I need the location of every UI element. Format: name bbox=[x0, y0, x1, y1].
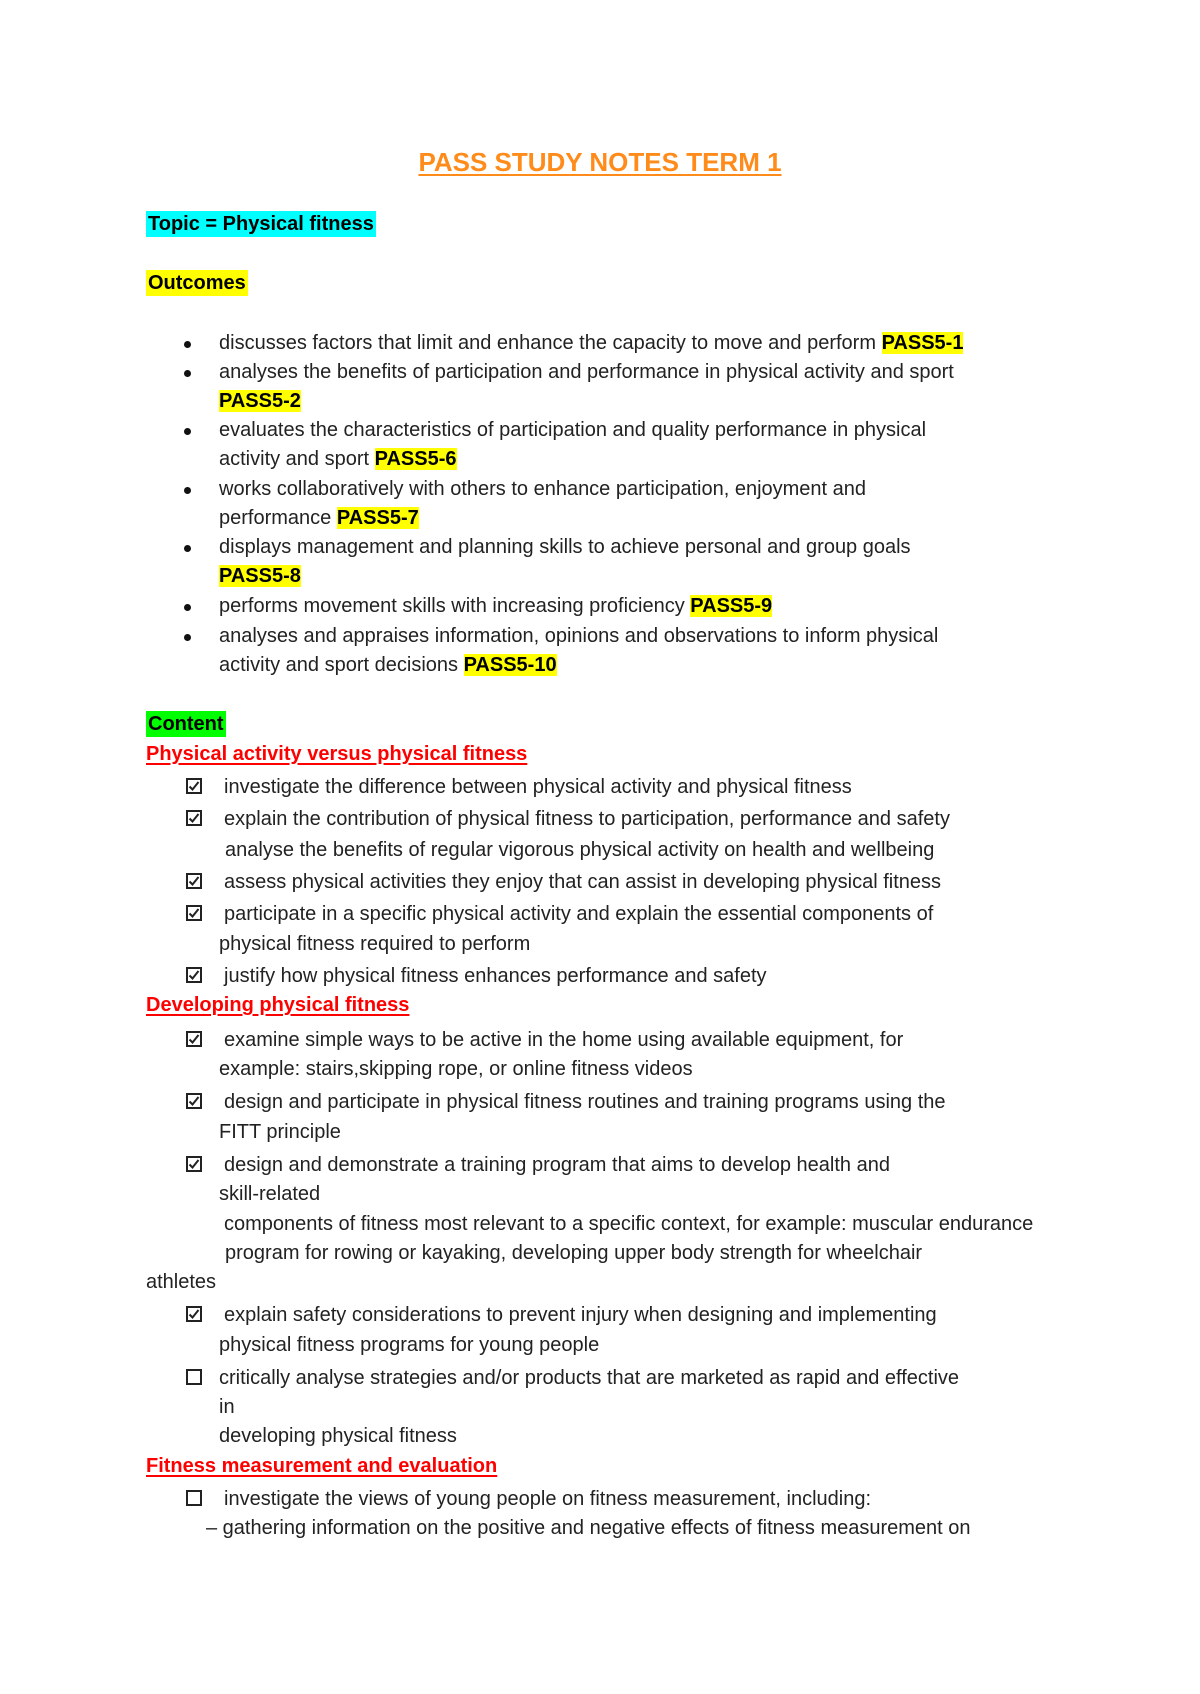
outcome-item-cont bbox=[219, 448, 457, 471]
content-item: components of fitness most relevant to a specific context, for example: muscular endurance bbox=[224, 1213, 1034, 1235]
content-item: program for rowing or kayaking, developing upper body strength for wheelchair bbox=[225, 1242, 923, 1264]
outcome-text: performance bbox=[219, 507, 337, 529]
outcome-text: activity and sport decisions bbox=[219, 654, 464, 676]
outcome-item bbox=[219, 419, 926, 442]
outcome-code: PASS5-8 bbox=[219, 565, 301, 587]
content-item: example: stairs,skipping rope, or online fitness videos bbox=[219, 1058, 693, 1080]
bullet-icon bbox=[184, 487, 191, 494]
content-item: athletes bbox=[146, 1271, 217, 1293]
content-item: critically analyse strategies and/or products that are marketed as rapid and effective bbox=[219, 1367, 960, 1389]
outcome-item bbox=[219, 478, 866, 501]
bullet-icon bbox=[184, 370, 191, 377]
bullet-icon bbox=[184, 604, 191, 611]
outcome-text: performs movement skills with increasing proficiency bbox=[219, 595, 691, 617]
outcome-code: PASS5-1 bbox=[881, 332, 964, 354]
outcome-item bbox=[219, 332, 963, 355]
outcome-text: activity and sport bbox=[219, 448, 375, 470]
bullet-icon bbox=[184, 341, 191, 348]
outcome-item bbox=[219, 536, 911, 559]
outcome-text: evaluates the characteristics of participation and quality performance in physical bbox=[219, 419, 927, 441]
checked-checkbox-icon[interactable] bbox=[186, 1156, 202, 1172]
content-item: design and demonstrate a training program that aims to develop health and bbox=[224, 1154, 890, 1176]
unchecked-checkbox-icon[interactable] bbox=[186, 1369, 202, 1385]
content-item: participate in a specific physical activity and explain the essential components of bbox=[224, 903, 934, 925]
content-item: – gathering information on the positive and negative effects of fitness measurement on bbox=[206, 1517, 971, 1539]
content-item: explain safety considerations to prevent injury when designing and implementing bbox=[224, 1304, 937, 1326]
checked-checkbox-icon[interactable] bbox=[186, 967, 202, 983]
outcome-code: PASS5-6 bbox=[374, 448, 457, 470]
bullet-icon bbox=[184, 428, 191, 435]
outcomes-label: Outcomes bbox=[148, 272, 246, 294]
content-item: explain the contribution of physical fitness to participation, performance and safety bbox=[224, 808, 950, 830]
outcome-text: analyses the benefits of participation and performance in physical activity and sport bbox=[219, 361, 954, 383]
outcome-text: analyses and appraises information, opinions and observations to inform physical bbox=[219, 625, 939, 647]
section-heading: Fitness measurement and evaluation bbox=[146, 1455, 498, 1477]
bullet-icon bbox=[184, 545, 191, 552]
outcome-code: PASS5-9 bbox=[690, 595, 773, 617]
content-item: analyse the benefits of regular vigorous physical activity on health and wellbeing bbox=[225, 839, 935, 861]
outcome-text: displays management and planning skills to achieve personal and group goals bbox=[219, 536, 911, 558]
content-item: assess physical activities they enjoy that can assist in developing physical fitness bbox=[224, 871, 942, 893]
content-label: Content bbox=[148, 713, 224, 735]
content-item: investigate the difference between physical activity and physical fitness bbox=[224, 776, 852, 798]
content-item: FITT principle bbox=[219, 1121, 341, 1143]
section-heading: Physical activity versus physical fitness bbox=[146, 743, 528, 765]
page-title: PASS STUDY NOTES TERM 1 bbox=[418, 147, 782, 177]
bullet-icon bbox=[184, 634, 191, 641]
outcomes-heading bbox=[146, 272, 248, 295]
content-item: examine simple ways to be active in the home using available equipment, for bbox=[224, 1029, 904, 1051]
content-item: developing physical fitness bbox=[219, 1425, 457, 1447]
outcome-code: PASS5-10 bbox=[463, 654, 557, 676]
checked-checkbox-icon[interactable] bbox=[186, 810, 202, 826]
checked-checkbox-icon[interactable] bbox=[186, 1306, 202, 1322]
content-item: justify how physical fitness enhances performance and safety bbox=[224, 965, 767, 987]
content-item: skill-related bbox=[219, 1183, 321, 1205]
outcome-item bbox=[219, 361, 954, 384]
unchecked-checkbox-icon[interactable] bbox=[186, 1490, 202, 1506]
checked-checkbox-icon[interactable] bbox=[186, 905, 202, 921]
outcome-text: discusses factors that limit and enhance the capacity to move and perform bbox=[219, 332, 882, 354]
content-heading bbox=[146, 713, 226, 736]
content-item: design and participate in physical fitness routines and training programs using the bbox=[224, 1091, 946, 1113]
checked-checkbox-icon[interactable] bbox=[186, 873, 202, 889]
outcome-code: PASS5-2 bbox=[219, 390, 301, 412]
content-item: in bbox=[219, 1396, 235, 1418]
outcome-text: works collaboratively with others to enhance participation, enjoyment and bbox=[219, 478, 867, 500]
topic-label: Topic = Physical fitness bbox=[148, 213, 374, 235]
content-item: investigate the views of young people on fitness measurement, including: bbox=[224, 1488, 872, 1510]
outcome-code: PASS5-7 bbox=[336, 507, 419, 529]
content-item: physical fitness required to perform bbox=[219, 933, 531, 955]
section-heading: Developing physical fitness bbox=[146, 994, 410, 1016]
checked-checkbox-icon[interactable] bbox=[186, 1031, 202, 1047]
outcome-item-cont bbox=[219, 390, 301, 413]
checked-checkbox-icon[interactable] bbox=[186, 1093, 202, 1109]
outcome-item bbox=[219, 595, 772, 618]
outcome-item-cont bbox=[219, 654, 557, 677]
topic-heading bbox=[146, 213, 376, 236]
checked-checkbox-icon[interactable] bbox=[186, 778, 202, 794]
outcome-item-cont bbox=[219, 507, 419, 530]
outcome-item-cont bbox=[219, 565, 301, 588]
content-item: physical fitness programs for young people bbox=[219, 1334, 600, 1356]
outcome-item bbox=[219, 625, 938, 648]
